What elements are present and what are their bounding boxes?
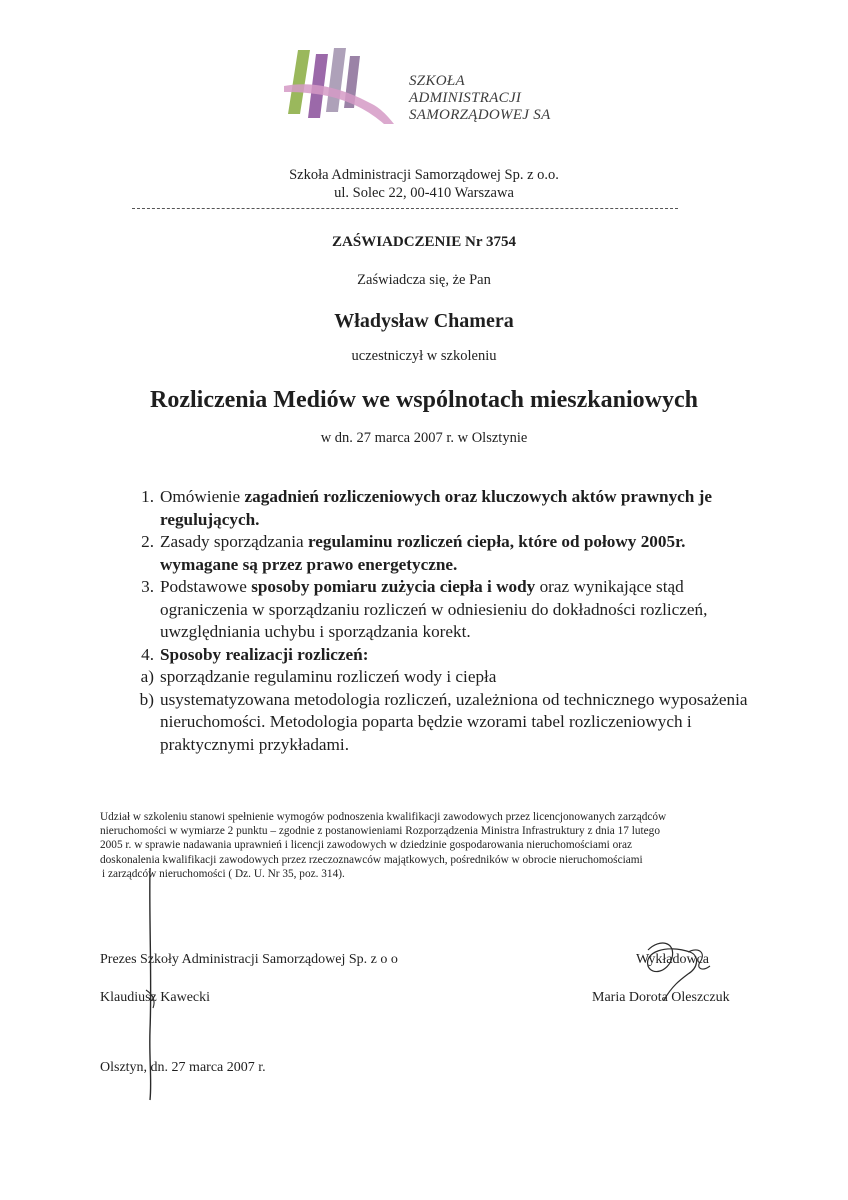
agenda-item-marker: a) (140, 667, 154, 686)
certificate-title: ZAŚWIADCZENIE Nr 3754 (332, 234, 516, 250)
agenda-item (118, 576, 758, 644)
agenda-item-text (160, 576, 758, 644)
agenda-item-text (160, 531, 758, 576)
lecturer-title: Wykładowca (636, 952, 710, 967)
agenda-item-marker: 4. (141, 644, 154, 664)
agenda-item-text (160, 689, 758, 757)
company-name: Szkoła Administracji Samorządowej Sp. z o.o. (289, 167, 559, 183)
agenda-bold-text: regulaminu rozliczeń ciepła, które od połowy 2005r. wymagane są przez prawo energetyczne. (160, 532, 686, 574)
certifies-text: Zaświadcza się, że Pan (357, 272, 491, 288)
course-title: Rozliczenia Mediów we wspólnotach mieszkaniowych (150, 387, 698, 413)
legal-line: nieruchomości w wymiarze 2 punktu – zgodnie z postanowieniami Rozporządzenia Ministra Infrastruktury z dnia 17 lutego (100, 825, 660, 838)
school-logo-icon (276, 44, 398, 128)
legal-line: 2005 r. w sprawie nadawania uprawnień i licencji zawodowych w dziedzinie gospodarowania nieruchomościami oraz (100, 839, 633, 852)
agenda-text: Omówienie (160, 487, 245, 506)
president-title: Prezes Szkoły Administracji Samorządowej Sp. z o o (100, 952, 398, 967)
issue-place-date: Olsztyn, dn. 27 marca 2007 r. (100, 1060, 266, 1075)
agenda-list (118, 486, 758, 756)
agenda-item (118, 644, 758, 667)
lecturer-name: Maria Dorota Oleszczuk (592, 990, 730, 1005)
legal-line: doskonalenia kwalifikacji zawodowych przez rzeczoznawców majątkowych, pośredników w obrocie nieruchomościami (100, 853, 643, 866)
agenda-item-marker: 3. (141, 577, 154, 596)
company-address: ul. Solec 22, 00-410 Warszawa (334, 185, 514, 201)
participant-name: Władysław Chamera (334, 310, 514, 332)
legal-line: Udział w szkoleniu stanowi spełnienie wymogów podnoszenia kwalifikacji zawodowych przez licencjonowanych zarządców (100, 811, 667, 823)
participated-text: uczestniczył w szkoleniu (351, 348, 497, 364)
agenda-text: Zasady sporządzania (160, 532, 308, 551)
legal-note (100, 810, 760, 881)
agenda-item (118, 531, 758, 576)
agenda-text: sporządzanie regulaminu rozliczeń wody i ciepła (160, 667, 497, 686)
logo-line-1: SZKOŁA (409, 73, 465, 89)
agenda-bold-text: zagadnień rozliczeniowych oraz kluczowych aktów prawnych je regulujących. (160, 487, 713, 529)
agenda-item (118, 689, 758, 757)
course-date-place: w dn. 27 marca 2007 r. w Olsztynie (320, 430, 528, 446)
header-divider (132, 208, 678, 209)
agenda-item-marker: 2. (141, 532, 154, 551)
agenda-text: usystematyzowana metodologia rozliczeń, uzależniona od technicznego wyposażenia nieruchomości. Metodologia poparta będzie wzorami tabel rozliczeniowych i praktycznymi przykładami. (160, 689, 748, 754)
logo-line-2: ADMINISTRACJI (409, 90, 522, 106)
agenda-item-text (160, 666, 758, 689)
agenda-item-text (160, 486, 758, 531)
agenda-bold-text: Sposoby realizacji rozliczeń: (160, 644, 369, 664)
agenda-item (118, 486, 758, 531)
agenda-text: oraz wynikające stąd ograniczenia w sporządzaniu rozliczeń w odniesieniu do dokładności rozliczeń, uwzględniania uchybu i sporządzania korekt. (160, 577, 708, 641)
agenda-item-text (160, 644, 758, 667)
president-name: Klaudiusz Kawecki (100, 990, 211, 1005)
agenda-bold-text: sposoby pomiaru zużycia ciepła i wody (251, 577, 536, 596)
agenda-text: Podstawowe (160, 577, 252, 596)
agenda-item (118, 666, 758, 689)
agenda-item-marker: b) (139, 689, 154, 709)
legal-line: i zarządców nieruchomości ( Dz. U. Nr 35, poz. 314). (102, 867, 345, 880)
logo-text (409, 73, 551, 124)
logo-line-3: SAMORZĄDOWEJ SA (409, 107, 551, 123)
agenda-item-marker: 1. (141, 487, 154, 506)
